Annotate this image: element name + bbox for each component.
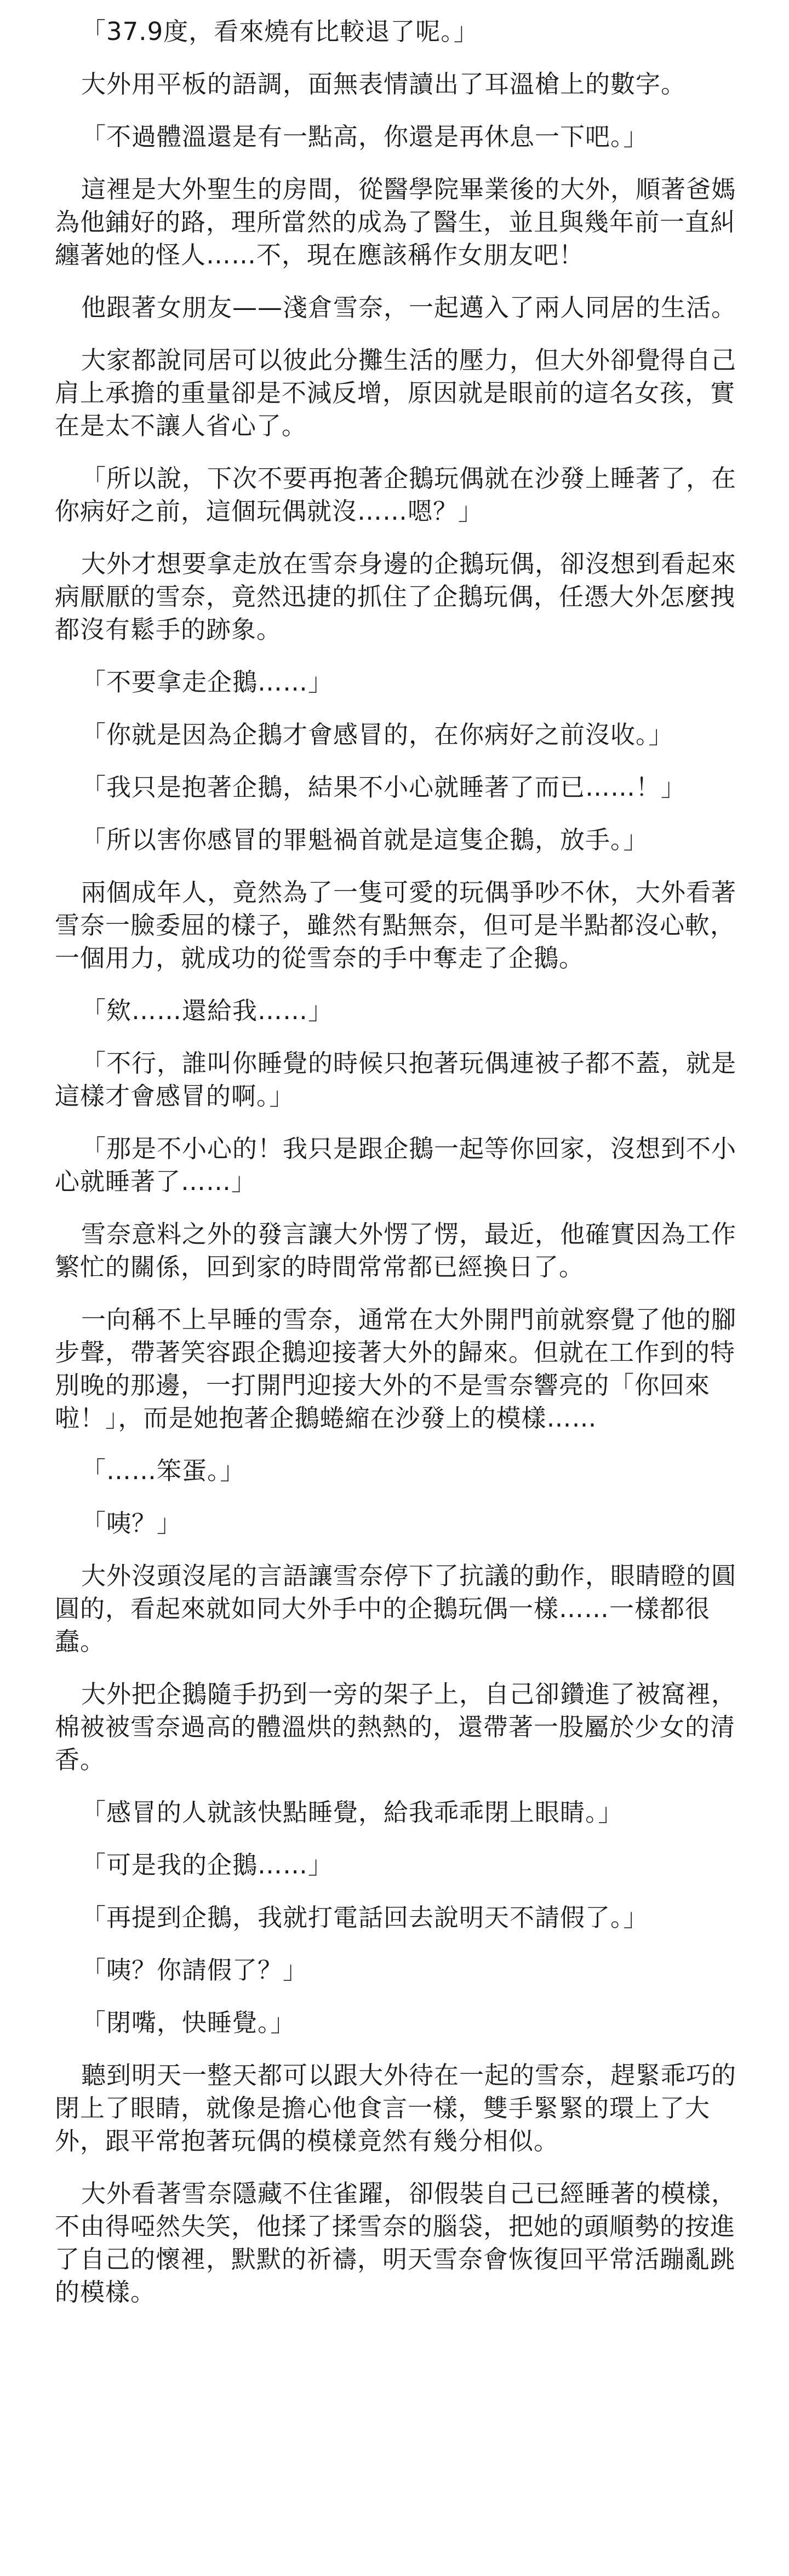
paragraph-5: 他跟著女朋友——淺倉雪奈，一起邁入了兩人同居的生活。: [81, 293, 737, 322]
paragraph-29: 大外看著雪奈隱藏不住雀躍，卻假裝自己已經睡著的模樣，不由得啞然失笑，他揉了揉雪奈的腦袋，把她的頭順勢的按進了自己的懷裡，默默的祈禱，明天雪奈會恢復回平常活蹦亂跳的模樣。: [55, 2179, 737, 2307]
paragraph-21: 大外沒頭沒尾的言語讓雪奈停下了抗議的動作，眼睛瞪的圓圓的，看起來就如同大外手中的企鵝玩偶一樣……一樣都很蠢。: [55, 1561, 737, 1656]
paragraph-1: 「37.9度，看來燒有比較退了呢。」: [81, 17, 479, 46]
paragraph-8: 大外才想要拿走放在雪奈身邊的企鵝玩偶，卻沒想到看起來病厭厭的雪奈，竟然迅捷的抓住了企鵝玩偶，任憑大外怎麼拽都沒有鬆手的跡象。: [55, 549, 737, 644]
paragraph-10: 「你就是因為企鵝才會感冒的，在你病好之前沒收。」: [81, 720, 674, 749]
paragraph-28: 聽到明天一整天都可以跟大外待在一起的雪奈，趕緊乖巧的閉上了眼睛，就像是擔心他食言一樣，雙手緊緊的環上了大外，跟平常抱著玩偶的模樣竟然有幾分相似。: [55, 2061, 737, 2155]
paragraph-13: 兩個成年人，竟然為了一隻可愛的玩偶爭吵不休，大外看著雪奈一臉委屈的樣子，雖然有點無奈，但可是半點都沒心軟，一個用力，就成功的從雪奈的手中奪走了企鵝。: [55, 878, 737, 973]
paragraph-22: 大外把企鵝隨手扔到一旁的架子上，自己卻鑽進了被窩裡，棉被被雪奈過高的體溫烘的熱熱的，還帶著一股屬於少女的清香。: [55, 1680, 737, 1774]
paragraph-25: 「再提到企鵝，我就打電話回去說明天不請假了。」: [81, 1903, 649, 1932]
paragraph-3: 「不過體溫還是有一點高，你還是再休息一下吧。」: [81, 122, 649, 151]
paragraph-9: 「不要拿走企鵝……」: [81, 668, 334, 697]
paragraph-26: 「咦？你請假了？」: [81, 1956, 308, 1985]
paragraph-4: 這裡是大外聖生的房間，從醫學院畢業後的大外，順著爸媽為他鋪好的路，理所當然的成為了醫生，並且與幾年前一直糾纏著她的怪人……不，現在應該稱作女朋友吧！: [55, 175, 737, 269]
paragraph-23: 「感冒的人就該快點睡覺，給我乖乖閉上眼睛。」: [81, 1798, 624, 1827]
paragraph-15: 「不行，誰叫你睡覺的時候只抱著玩偶連被子都不蓋，就是這樣才會感冒的啊。」: [55, 1049, 737, 1111]
paragraph-12: 「所以害你感冒的罪魁禍首就是這隻企鵝，放手。」: [81, 825, 649, 854]
paragraph-11: 「我只是抱著企鵝，結果不小心就睡著了而已……！」: [81, 773, 687, 802]
paragraph-2: 大外用平板的語調，面無表情讀出了耳溫槍上的數字。: [81, 70, 687, 99]
paragraph-6: 大家都說同居可以彼此分攤生活的壓力，但大外卻覺得自己肩上承擔的重量卻是不減反增，原因就是眼前的這名女孩，實在是太不讓人省心了。: [55, 346, 737, 440]
paragraph-19: 「……笨蛋。」: [81, 1456, 245, 1485]
paragraph-14: 「欸……還給我……」: [81, 996, 334, 1025]
paragraph-27: 「閉嘴，快睡覺。」: [81, 2008, 296, 2037]
paragraph-20: 「咦？」: [81, 1509, 182, 1538]
paragraph-17: 雪奈意料之外的發言讓大外愣了愣，最近，他確實因為工作繁忙的關係，回到家的時間常常都已經換日了。: [55, 1220, 737, 1281]
paragraph-16: 「那是不小心的！我只是跟企鵝一起等你回家，沒想到不小心就睡著了……」: [55, 1134, 737, 1196]
paragraph-18: 一向稱不上早睡的雪奈，通常在大外開門前就察覺了他的腳步聲，帶著笑容跟企鵝迎接著大外的歸來。但就在工作到的特別晚的那邊，一打開門迎接大外的不是雪奈響亮的「你回來啦！」，而是她抱著企鵝蜷縮在沙發上的模樣……: [55, 1305, 737, 1433]
paragraph-24: 「可是我的企鵝……」: [81, 1850, 334, 1879]
paragraph-7: 「所以說，下次不要再抱著企鵝玩偶就在沙發上睡著了，在你病好之前，這個玩偶就沒……嗯？」: [55, 464, 737, 526]
